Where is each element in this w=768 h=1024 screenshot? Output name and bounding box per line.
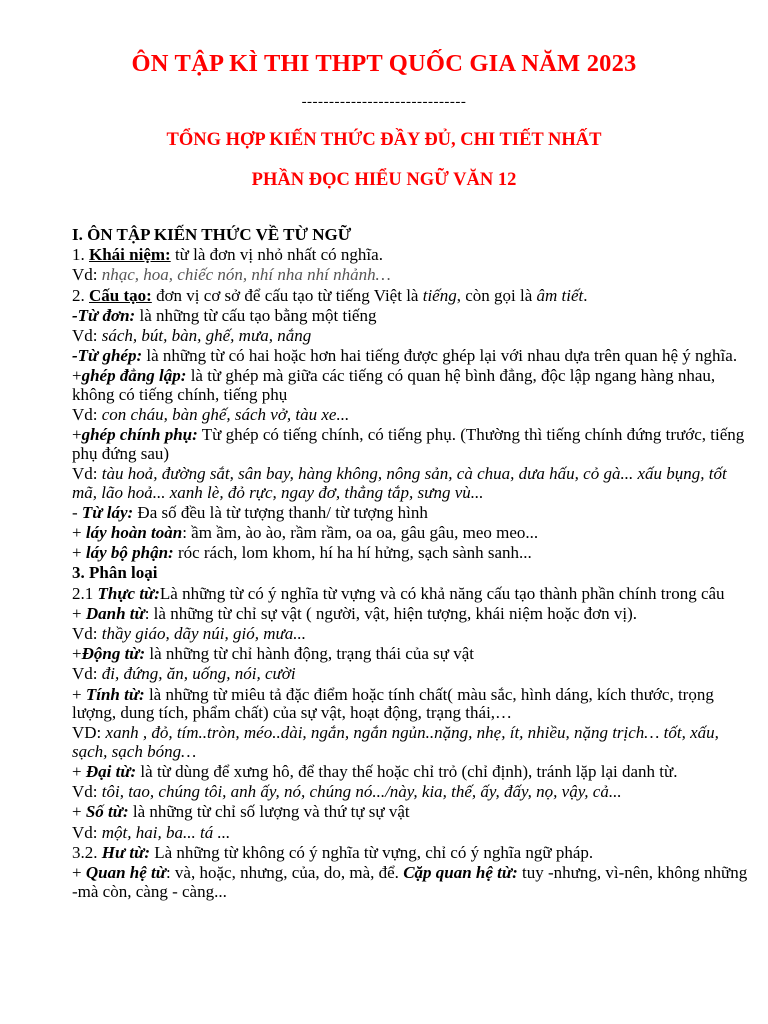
- text-run: ghép chính phụ:: [81, 425, 198, 445]
- text-run: Vd:: [72, 405, 102, 425]
- paragraph: [72, 287, 748, 306]
- text-run: Động từ:: [81, 644, 146, 664]
- title-divider: ------------------------------: [301, 94, 467, 110]
- text-run: 3.2.: [72, 842, 102, 862]
- text-run: Đại từ:: [85, 762, 137, 782]
- text-run: láy bộ phận:: [85, 543, 174, 563]
- text-run: tuy -nhưng, vì-nên, không những -mà còn, càng - càng...: [72, 863, 748, 901]
- text-run: là những từ miêu tả đặc điểm hoặc tính chất( màu sắc, hình dáng, kích thước, trọng lượng, dung tích, phẩm chất) của sự vật, hoạt động, trạng thái,…: [72, 684, 714, 723]
- text-run: Đa số đều là từ tượng thanh/ từ tượng hình: [133, 502, 428, 522]
- text-run: Quan hệ từ: [85, 863, 166, 883]
- paragraph: [72, 803, 748, 822]
- text-run: Vd:: [72, 782, 102, 802]
- text-run: : là những từ chỉ sự vật ( người, vật, hiện tượng, khái niệm hoặc đơn vị).: [144, 603, 637, 623]
- text-run: Cấu tạo:: [89, 285, 152, 305]
- paragraph: [72, 724, 748, 761]
- paragraph: [72, 504, 748, 523]
- text-run: Từ ghép có tiếng chính, có tiếng phụ. (Thường thì tiếng chính đứng trước, tiếng phụ đứng sau): [72, 425, 745, 463]
- text-run: Cặp quan hệ từ:: [403, 863, 518, 883]
- paragraph: [72, 564, 748, 583]
- text-run: sách, bút, bàn, ghế, mưa, nắng: [101, 325, 312, 345]
- text-run: +: [72, 762, 86, 782]
- text-run: xanh , đỏ, tím..tròn, méo..dài, ngắn, ngắn ngủn..nặng, nhẹ, ít, nhiều, nặng trịch… tốt, xấu, sạch, sạch bóng…: [72, 723, 719, 761]
- document-subtitle: TỔNG HỢP KIẾN THỨC ĐẦY ĐỦ, CHI TIẾT NHẤT: [166, 130, 602, 150]
- text-run: con cháu, bàn ghế, sách vở, tàu xe...: [101, 405, 350, 425]
- text-run: Vd:: [72, 623, 102, 643]
- text-run: , còn gọi là: [456, 285, 537, 305]
- text-run: là những từ cấu tạo bằng một tiếng: [135, 305, 377, 325]
- text-run: ghép đẳng lập:: [81, 366, 187, 386]
- text-run: láy hoàn toàn: [85, 523, 183, 543]
- text-run: 2.1: [72, 583, 98, 603]
- paragraph: [72, 266, 748, 285]
- paragraph: [72, 665, 748, 684]
- text-run: Vd:: [72, 325, 102, 345]
- paragraph: [72, 864, 748, 901]
- paragraph: [72, 465, 748, 502]
- text-run: I. ÔN TẬP KIẾN THỨC VỀ TỪ NGỮ: [72, 225, 352, 244]
- text-run: +: [72, 684, 86, 704]
- paragraph: [72, 426, 748, 463]
- paragraph: [72, 544, 748, 563]
- text-run: âm tiết: [536, 285, 584, 305]
- text-run: : ầm ầm, ào ào, rầm rầm, oa oa, gâu gâu, meo meo...: [182, 523, 539, 543]
- text-run: Vd:: [72, 822, 102, 842]
- text-run: 2.: [72, 285, 89, 305]
- text-run: Vd:: [72, 464, 102, 484]
- paragraph: [72, 686, 748, 723]
- paragraph: [72, 327, 748, 346]
- text-run: từ là đơn vị nhỏ nhất có nghĩa.: [170, 245, 383, 265]
- text-run: +: [72, 603, 86, 623]
- text-run: +: [72, 366, 82, 386]
- paragraph: [72, 824, 748, 843]
- paragraph: [72, 763, 748, 782]
- text-run: róc rách, lom khom, hí ha hí hửng, sạch sành sanh...: [173, 543, 532, 563]
- text-run: là từ ghép mà giữa các tiếng có quan hệ bình đẳng, độc lập ngang hàng nhau, không có tiếng chính, tiếng phụ: [72, 366, 716, 404]
- paragraph: [72, 524, 748, 543]
- paragraph: [72, 406, 748, 425]
- paragraph: [72, 226, 748, 245]
- text-run: là những từ chỉ hành động, trạng thái của sự vật: [145, 644, 474, 664]
- paragraph: [72, 844, 748, 863]
- text-run: 1.: [72, 245, 89, 265]
- text-run: đơn vị cơ sở để cấu tạo từ tiếng Việt là: [151, 285, 423, 305]
- text-run: nhạc, hoa, chiếc nón, nhí nha nhí nhảnh…: [101, 265, 391, 285]
- text-run: Vd:: [72, 664, 102, 684]
- text-run: : và, hoặc, nhưng, của, do, mà, để.: [165, 863, 404, 883]
- paragraph: [72, 367, 748, 404]
- text-run: +: [72, 644, 82, 664]
- text-run: Hư từ:: [101, 842, 150, 862]
- text-run: +: [72, 425, 82, 445]
- text-run: Tính từ:: [85, 684, 145, 704]
- text-run: -Từ ghép:: [72, 346, 143, 366]
- paragraph: [72, 585, 748, 604]
- text-run: VD:: [72, 723, 106, 743]
- paragraph: [72, 625, 748, 644]
- text-run: -: [72, 502, 82, 522]
- text-run: +: [72, 523, 86, 543]
- text-run: Danh từ: [85, 603, 145, 623]
- text-run: tiếng: [422, 285, 457, 305]
- document-title: ÔN TẬP KÌ THI THPT QUỐC GIA NĂM 2023: [131, 50, 637, 77]
- text-run: Là những từ không có ý nghĩa từ vựng, chỉ có ý nghĩa ngữ pháp.: [149, 842, 594, 862]
- text-run: là những từ chỉ số lượng và thứ tự sự vật: [128, 802, 410, 822]
- text-run: -Từ đơn:: [72, 305, 136, 325]
- text-run: là từ dùng để xưng hô, để thay thế hoặc chỉ trỏ (chỉ định), tránh lặp lại danh từ.: [136, 762, 678, 782]
- text-run: 3. Phân loại: [72, 563, 158, 583]
- section-title: PHẦN ĐỌC HIỂU NGỮ VĂN 12: [251, 170, 517, 190]
- document-body: [72, 226, 748, 903]
- text-run: tôi, tao, chúng tôi, anh ấy, nó, chúng nó.../này, kia, thế, ấy, đấy, nọ, vậy, cả...: [101, 782, 622, 802]
- paragraph: [72, 605, 748, 624]
- paragraph: [72, 783, 748, 802]
- text-run: thầy giáo, dãy núi, gió, mưa...: [101, 623, 307, 643]
- text-run: Vd:: [72, 265, 102, 285]
- text-run: là những từ có hai hoặc hơn hai tiếng được ghép lại với nhau dựa trên quan hệ ý nghĩa.: [142, 346, 738, 366]
- text-run: .: [583, 285, 588, 305]
- text-run: Từ láy:: [81, 502, 134, 522]
- paragraph: [72, 347, 748, 366]
- paragraph: [72, 307, 748, 326]
- paragraph: [72, 246, 748, 265]
- paragraph: [72, 645, 748, 664]
- text-run: +: [72, 802, 86, 822]
- text-run: +: [72, 543, 86, 563]
- text-run: một, hai, ba... tá ...: [101, 822, 231, 842]
- text-run: Số từ:: [85, 802, 129, 822]
- text-run: Là những từ có ý nghĩa từ vựng và có khả năng cấu tạo thành phần chính trong câu: [159, 583, 725, 603]
- text-run: tàu hoả, đường sắt, sân bay, hàng không, nông sản, cà chua, dưa hấu, cỏ gà... xấu bụng, tốt mã, lão hoả... xanh lè, đỏ rực, ngay đơ, thẳng tắp, sưng vù...: [72, 464, 727, 502]
- text-run: đi, đứng, ăn, uống, nói, cười: [101, 664, 296, 684]
- text-run: Khái niệm:: [89, 245, 171, 265]
- text-run: Thực từ:: [97, 583, 160, 603]
- text-run: +: [72, 863, 86, 883]
